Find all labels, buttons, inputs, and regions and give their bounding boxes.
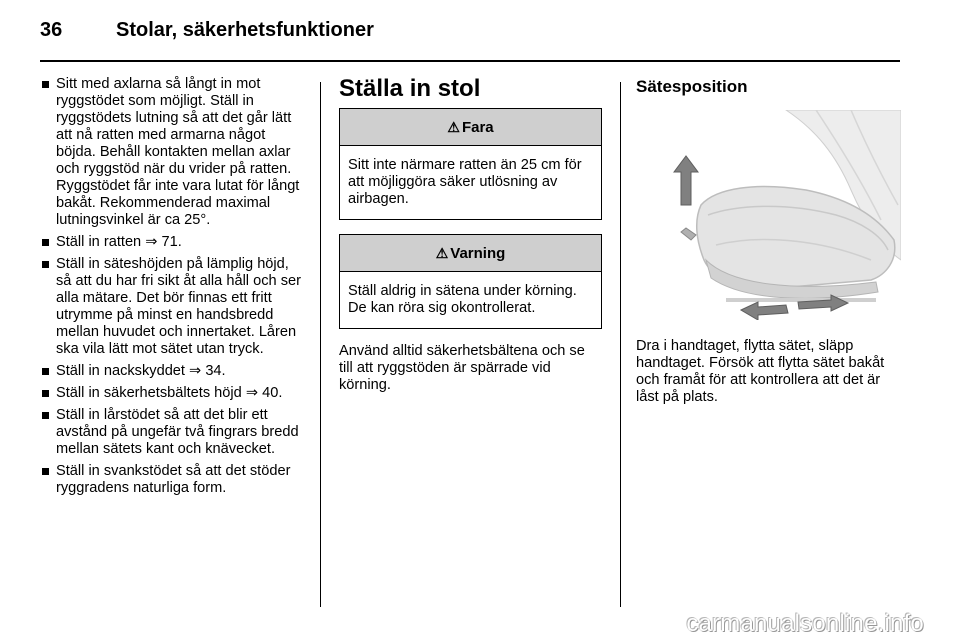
danger-box — [339, 108, 602, 220]
bullet-item: Ställ in svankstödet så att det stöder ryggradens naturliga form. — [40, 463, 308, 497]
warning-box — [339, 234, 602, 329]
danger-box-header — [340, 109, 601, 146]
bullet-item: Ställ in nackskyddet ⇒ 34. — [40, 363, 308, 380]
danger-label: Fara — [461, 119, 494, 136]
seatbelt-paragraph: Använd alltid säkerhetsbältena och se till att ryggstöden är spärrade vid körning. — [339, 343, 585, 393]
column-3 — [636, 76, 904, 406]
page-header — [0, 0, 960, 62]
warning-label: Varning — [450, 245, 506, 262]
bullet-item: Sitt med axlarna så långt in mot ryggstödet som möjligt. Ställ in ryggstödets lutning så att det går lätt att nå ratten med armarna något böjda. Behåll kontakten mellan axlar och ryggstöd när du vrider på ratten. Ryggstödet får inte vara lutat för långt bakåt. Rekommenderad maximal lutningsvinkel är ca 25°. — [40, 76, 308, 229]
column-1 — [40, 76, 308, 502]
page-title: Stolar, säkerhetsfunktioner — [116, 19, 374, 41]
warning-text: Ställ aldrig in sätena under körning. De kan röra sig okontrollerat. — [348, 283, 577, 316]
watermark: carmanualsonline.info — [686, 610, 924, 637]
page-number: 36 — [40, 19, 63, 41]
bullet-item: Ställ in lårstödet så att det blir ett avstånd på ungefär två fingrars bredd mellan sätets kant och knävecket. — [40, 407, 308, 458]
seat-position-paragraph: Dra i handtaget, flytta sätet, släpp handtaget. Försök att flytta sätet bakåt och framåt för att kontrollera att det är låst på plats. — [636, 338, 885, 405]
warning-triangle-icon: ⚠ — [447, 119, 460, 135]
bullet-item: Ställ in ratten ⇒ 71. — [40, 234, 308, 251]
seat-adjustment-illustration — [636, 110, 901, 320]
bullet-item: Ställ in säteshöjden på lämplig höjd, så att du har fri sikt åt alla håll och ser alla mätare. Det bör finnas ett fritt utrymme på minst en handsbredd mellan huvudet och innertaket. Låren ska vila lätt mot sätet utan tryck. — [40, 256, 308, 358]
sub-heading: Sätesposition — [636, 77, 748, 96]
header-rule — [40, 60, 900, 62]
column-divider-2 — [620, 82, 621, 607]
warning-triangle-icon: ⚠ — [435, 245, 449, 261]
danger-text: Sitt inte närmare ratten än 25 cm för att möjliggöra säker utlösning av airbagen. — [348, 157, 582, 207]
warning-box-header — [340, 235, 601, 272]
column-divider-1 — [320, 82, 321, 607]
bullet-item: Ställ in säkerhetsbältets höjd ⇒ 40. — [40, 385, 308, 402]
column-2 — [339, 74, 602, 394]
section-heading: Ställa in stol — [339, 75, 481, 102]
